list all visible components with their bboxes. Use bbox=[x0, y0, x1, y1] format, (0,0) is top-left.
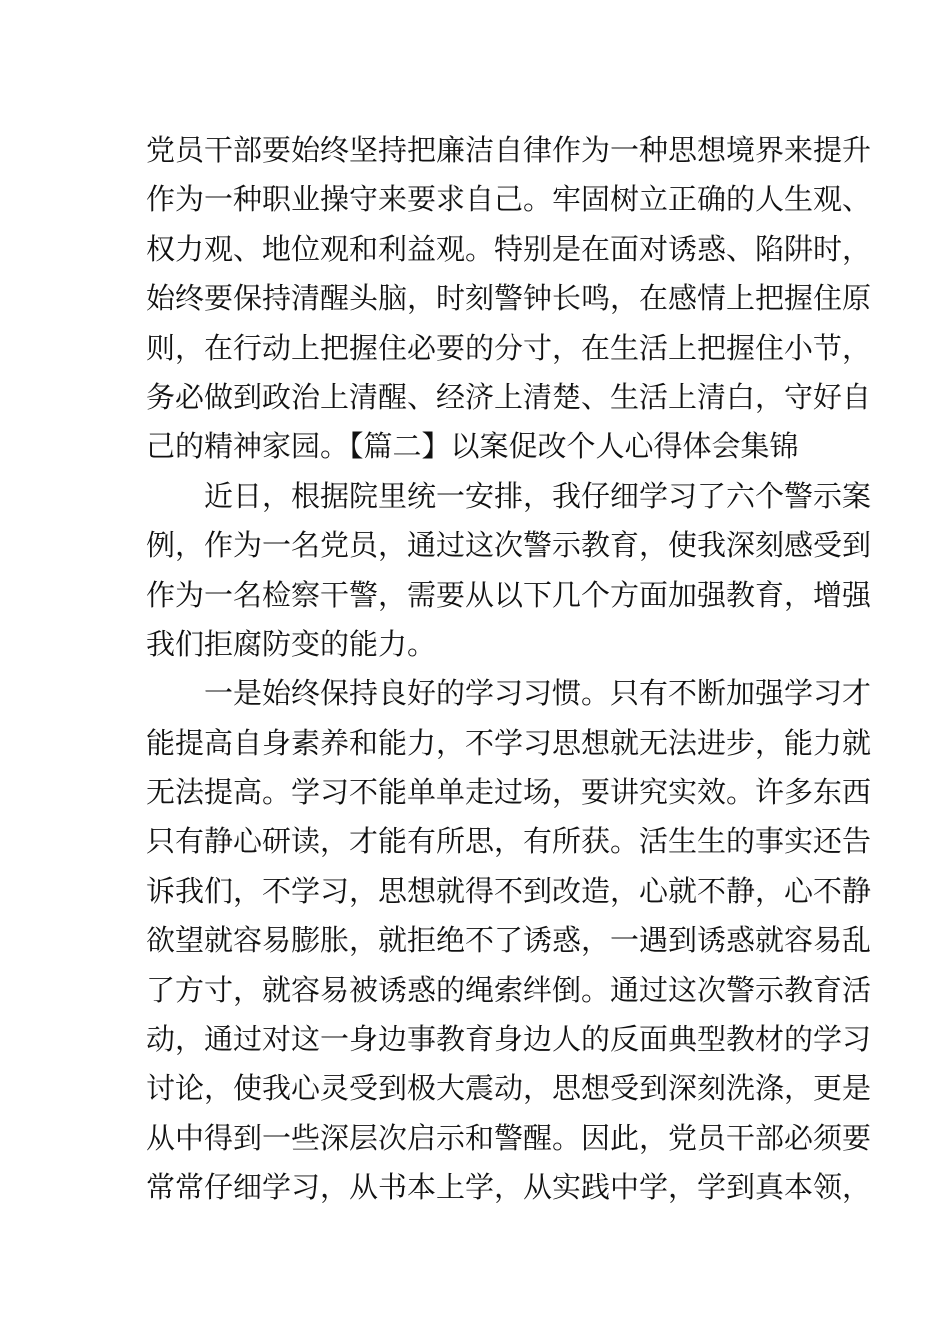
text-line: 始终要保持清醒头脑，时刻警钟长鸣，在感情上把握住原 bbox=[146, 281, 872, 316]
text-line: 则，在行动上把握住必要的分寸，在生活上把握住小节， bbox=[146, 330, 872, 365]
text-line: 例，作为一名党员，通过这次警示教育，使我深刻感受到 bbox=[146, 528, 872, 563]
text-line: 从中得到一些深层次启示和警醒。因此，党员干部必须要 bbox=[146, 1120, 872, 1155]
text-line: 能提高自身素养和能力，不学习思想就无法进步，能力就 bbox=[146, 725, 872, 760]
paragraph-start-line: 一是始终保持良好的学习习惯。只有不断加强学习才 bbox=[204, 676, 872, 711]
text-line: 作为一种职业操守来要求自己。牢固树立正确的人生观、 bbox=[146, 182, 872, 217]
text-line: 只有静心研读，才能有所思，有所获。活生生的事实还告 bbox=[146, 824, 872, 859]
text-line: 无法提高。学习不能单单走过场，要讲究实效。许多东西 bbox=[146, 775, 872, 810]
text-line: 权力观、地位观和利益观。特别是在面对诱惑、陷阱时， bbox=[146, 231, 872, 266]
text-line: 我们拒腐防变的能力。 bbox=[146, 626, 437, 661]
body-text bbox=[146, 126, 872, 1213]
text-line: 党员干部要始终坚持把廉洁自律作为一种思想境界来提升 bbox=[146, 133, 872, 167]
paragraph-start-line: 近日，根据院里统一安排，我仔细学习了六个警示案 bbox=[204, 478, 872, 513]
text-line: 务必做到政治上清醒、经济上清楚、生活上清白，守好自 bbox=[146, 379, 872, 414]
text-line: 作为一名检察干警，需要从以下几个方面加强教育，增强 bbox=[146, 577, 872, 612]
text-line: 讨论，使我心灵受到极大震动，思想受到深刻洗涤，更是 bbox=[146, 1071, 872, 1106]
text-line: 常常仔细学习，从书本上学，从实践中学，学到真本领， bbox=[146, 1170, 872, 1205]
text-line: 动，通过对这一身边事教育身边人的反面典型教材的学习 bbox=[146, 1022, 872, 1057]
text-line: 诉我们，不学习，思想就得不到改造，心就不静，心不静 bbox=[146, 873, 872, 908]
text-line: 了方寸，就容易被诱惑的绳索绊倒。通过这次警示教育活 bbox=[146, 972, 872, 1007]
text-line: 欲望就容易膨胀，就拒绝不了诱惑，一遇到诱惑就容易乱 bbox=[146, 923, 872, 958]
text-line: 己的精神家园。【篇二】以案促改个人心得体会集锦 bbox=[146, 429, 799, 464]
